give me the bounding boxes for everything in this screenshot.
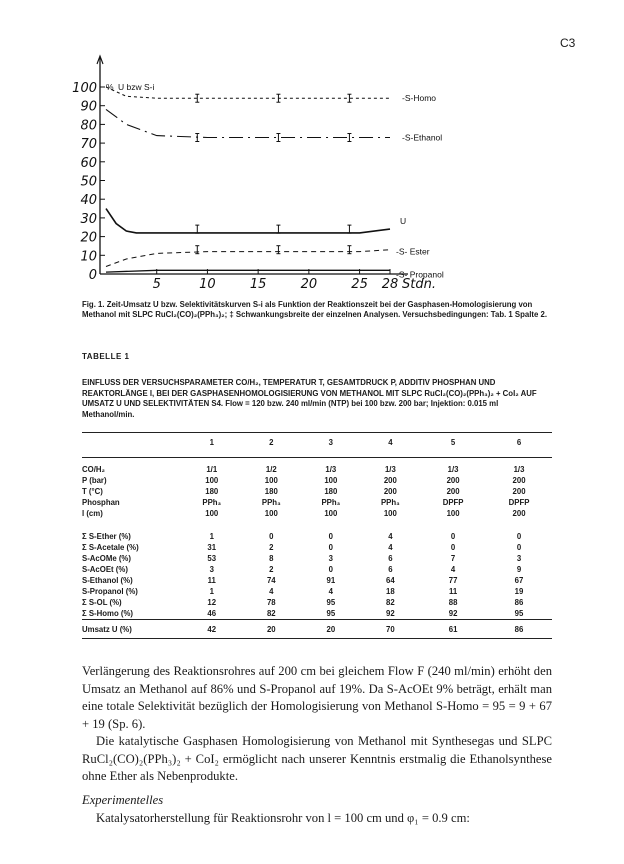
- table-cell: 200: [446, 476, 460, 485]
- table-row: [82, 608, 552, 620]
- table-cell: 200: [446, 487, 460, 496]
- table-label: TABELLE 1: [82, 352, 130, 361]
- table-row-label: T (°C): [82, 487, 103, 496]
- chart-labels: [106, 82, 444, 279]
- table-cell: 3: [209, 565, 214, 574]
- table-cell: 100: [205, 476, 219, 485]
- table-row: [82, 497, 552, 508]
- x-tick-label: 15: [249, 277, 267, 290]
- table-column-header: 2: [242, 433, 302, 452]
- series-label: -S-Ethanol: [402, 132, 443, 143]
- table-cell: 6: [388, 565, 393, 574]
- table-cell: 100: [446, 509, 460, 518]
- y-tick-label: 100: [72, 81, 97, 96]
- series-line: [106, 250, 390, 267]
- table-cell: 0: [328, 565, 333, 574]
- table-cell: 100: [324, 476, 338, 485]
- table-cell: 95: [326, 598, 336, 607]
- x-tick-label: 10: [199, 277, 216, 290]
- table-row-label: S-Ethanol (%): [82, 576, 133, 585]
- table-title: EINFLUSS DER VERSUCHSPARAMETER CO/H₂, TEMPERATUR T, GESAMTDRUCK P, ADDITIV PHOSPHAN UND REAKTORLÄNGE l, BEI DER GASPHASENHOMOLOGISIERUNG VON METHANOL MIT SLPC RuCl₂(CO)₂(PPh₃)₂ + CoI₂ AUF UMSATZ U UND SELEKTIVITÄTEN S4. Flow = 120 bzw. 240 ml/min (NTP) bei 100 bzw. 200 bar; Injektion: 0.015 ml Methanol/min.: [82, 378, 537, 419]
- figure-caption: [82, 300, 552, 320]
- table-cell: 91: [326, 576, 336, 585]
- table-cell: 1/3: [384, 465, 396, 474]
- table-cell: 0: [450, 543, 456, 552]
- table-row-label: Σ S-Ether (%): [82, 532, 131, 541]
- table-cell: 0: [328, 543, 333, 552]
- y-tick-label: 80: [80, 118, 97, 134]
- y-axis-label: %: [106, 82, 114, 92]
- series-line: [106, 209, 390, 233]
- table-cell: 1: [209, 587, 214, 596]
- table-row: [82, 475, 552, 486]
- y-tick-label: 0: [88, 268, 97, 283]
- table-row: [82, 564, 552, 575]
- table-cell: 180: [324, 487, 338, 496]
- table-cell: 0: [328, 532, 333, 541]
- table-row-label: Σ S-Acetale (%): [82, 543, 139, 552]
- y-tick-label: 30: [80, 211, 97, 227]
- table-cell: 1/3: [447, 465, 459, 474]
- section-heading: Experimentelles: [82, 793, 164, 807]
- table-column-header: 1: [182, 433, 242, 452]
- y-tick-label: 60: [80, 155, 97, 171]
- table-cell: 86: [486, 620, 552, 639]
- table-header-row: [82, 433, 552, 452]
- table-cell: 9: [516, 565, 522, 574]
- chart-series: [106, 87, 390, 272]
- table-cell: 11: [448, 587, 458, 596]
- table-cell: 3: [516, 554, 522, 563]
- series-label: -S-Homo: [402, 93, 437, 104]
- table-cell: 200: [512, 509, 526, 518]
- table-cell: 46: [207, 609, 217, 618]
- series-label: -S- Propanol: [396, 269, 444, 280]
- table-cell: 100: [324, 509, 338, 518]
- parameter-table: [82, 432, 552, 639]
- table-row: [82, 486, 552, 497]
- table-cell: 200: [512, 487, 526, 496]
- table-row-label: S-AcOEt (%): [82, 565, 128, 574]
- table-cell: 95: [326, 609, 336, 618]
- table-cell: 64: [386, 576, 395, 585]
- table-cell: 12: [207, 598, 217, 607]
- table-cell: 11: [207, 576, 216, 585]
- table-row-label: S-Propanol (%): [82, 587, 138, 596]
- series-line: [106, 109, 390, 137]
- table-cell: PPh₃: [321, 498, 341, 507]
- table-cell: 4: [328, 587, 333, 596]
- table-cell: 100: [264, 509, 278, 518]
- table-cell: 0: [516, 543, 522, 552]
- table-row: [82, 575, 552, 586]
- table-row-label: S-AcOMe (%): [82, 554, 131, 563]
- table-cell: 4: [388, 543, 393, 552]
- x-tick-label: 5: [152, 277, 161, 290]
- table-cell: 8: [269, 554, 274, 563]
- figure-caption-text: Zeit-Umsatz U bzw. Selektivitätskurven S-i als Funktion der Reaktionszeit bei der Gasphasen-Homologisierung von Methanol mit SLPC RuCl₂(CO)₂(PPh₃)₂; ‡ Schwankungsbreite der einzelnen Analysen. Versuchsbedingungen: Tab. 1 Spalte 2.: [82, 300, 547, 319]
- body-paragraph-1: Verlängerung des Reaktionsrohres auf 200 cm bei gleichem Flow F (240 ml/min) erhöht den Umsatz an Methanol auf 86% und S-Propanol auf 19%. Da S-AcOEt 9% beträgt, erhält man eine totale Selektivität bezüglich der Homologisierung von Methanol S-Homo = 95 = 9 + 67 + 19 (Sp. 6).: [82, 664, 552, 731]
- table-cell: 7: [450, 554, 456, 563]
- table-row-label: Σ S-Homo (%): [82, 609, 134, 618]
- table-cell: 18: [386, 587, 395, 596]
- table-cell: 100: [383, 509, 397, 518]
- table-row: [82, 620, 552, 639]
- table-cell: 1: [209, 532, 214, 541]
- x-axis-unit: Stdn.: [402, 277, 436, 290]
- table-cell: 20: [242, 620, 302, 639]
- table-cell: 2: [269, 543, 274, 552]
- table-cell: DPFP: [442, 498, 464, 507]
- table-cell: 2: [269, 565, 274, 574]
- table-cell: 100: [205, 509, 219, 518]
- table-cell: 82: [386, 598, 395, 607]
- body-paragraph-2: Die katalytische Gasphasen Homologisierung von Methanol mit Synthesegas und SLPC RuCl₂(CO)₂(PPh₃)₂ + CoI₂ ermöglicht nach unserer Kenntnis erstmalig die Ethanolsynthese ohne Ether als Nebenprodukte.: [82, 734, 552, 783]
- table-body: [82, 451, 552, 639]
- table-cell: DPFP: [508, 498, 530, 507]
- table-cell: 67: [514, 576, 524, 585]
- table-row-label: Σ S-OL (%): [82, 598, 122, 607]
- table-cell: 19: [514, 587, 524, 596]
- table-column-header: 6: [486, 433, 552, 452]
- figure-number: Fig. 1.: [82, 300, 105, 309]
- table-cell: 180: [264, 487, 278, 496]
- table-cell: 92: [448, 609, 458, 618]
- table-row-label: P (bar): [82, 476, 107, 485]
- table-row: [82, 553, 552, 564]
- table-header-blank: [82, 433, 182, 452]
- top-annotation: U bzw S-i: [118, 82, 155, 92]
- series-line: [106, 270, 390, 272]
- table-cell: 4: [269, 587, 274, 596]
- table-row-label: Phosphan: [82, 498, 120, 507]
- body-text: [82, 663, 552, 786]
- table-cell: 95: [514, 609, 524, 618]
- table-cell: 4: [450, 565, 456, 574]
- table-cell: 200: [383, 476, 397, 485]
- table-row: [82, 508, 552, 519]
- table-column-header: 4: [361, 433, 421, 452]
- x-tick-label: 20: [300, 277, 318, 290]
- table-cell: 0: [450, 532, 456, 541]
- table-cell: 70: [361, 620, 421, 639]
- table-column-header: 3: [301, 433, 361, 452]
- selectivity-chart: [60, 50, 480, 290]
- table-cell: 1/3: [325, 465, 337, 474]
- table-row: [82, 531, 552, 542]
- table-row-label: l (cm): [82, 509, 103, 518]
- table-cell: 1/3: [513, 465, 525, 474]
- table-cell: 74: [266, 576, 276, 585]
- body-last-line: Katalysatorherstellung für Reaktionsrohr von l = 100 cm und φ₁ = 0.9 cm:: [96, 811, 470, 825]
- table-cell: 0: [269, 532, 274, 541]
- table-cell: 88: [448, 598, 458, 607]
- table-cell: 1/2: [265, 465, 277, 474]
- y-tick-label: 50: [80, 174, 97, 190]
- table-cell: 100: [264, 476, 278, 485]
- y-tick-label: 90: [80, 99, 97, 115]
- table-cell: 77: [448, 576, 458, 585]
- table-cell: 20: [301, 620, 361, 639]
- table-cell: PPh₃: [202, 498, 222, 507]
- y-tick-label: 20: [80, 230, 97, 246]
- table-row: [82, 586, 552, 597]
- table-cell: 0: [516, 532, 522, 541]
- table-cell: 78: [266, 598, 276, 607]
- x-tick-label: 25: [351, 277, 368, 290]
- table-column-header: 5: [420, 433, 486, 452]
- table-cell: 86: [514, 598, 524, 607]
- table-cell: 53: [207, 554, 217, 563]
- table-cell: 61: [420, 620, 486, 639]
- table-row-label: Umsatz U (%): [82, 620, 182, 639]
- x-tick-label: 28: [381, 277, 399, 290]
- table-row-label: CO/H₂: [82, 465, 105, 474]
- y-tick-label: 10: [80, 249, 97, 265]
- table-cell: 3: [328, 554, 333, 563]
- table-row: [82, 542, 552, 553]
- series-label: -S- Ester: [396, 246, 430, 257]
- page-number: C3: [560, 36, 576, 50]
- table-cell: PPh₃: [380, 498, 400, 507]
- table-cell: 4: [388, 532, 393, 541]
- table-cell: 6: [388, 554, 393, 563]
- table-cell: 92: [386, 609, 395, 618]
- table-cell: 42: [182, 620, 242, 639]
- table-row: [82, 597, 552, 608]
- y-tick-label: 40: [80, 193, 97, 209]
- table-cell: 180: [205, 487, 219, 496]
- series-label: U: [400, 216, 407, 227]
- table-cell: 1/1: [206, 465, 218, 474]
- table-cell: PPh₃: [261, 498, 281, 507]
- table-cell: 200: [383, 487, 397, 496]
- y-tick-label: 70: [80, 137, 97, 153]
- table-row: [82, 464, 552, 475]
- table-cell: 82: [266, 609, 276, 618]
- table-cell: 31: [207, 543, 217, 552]
- table-cell: 200: [512, 476, 526, 485]
